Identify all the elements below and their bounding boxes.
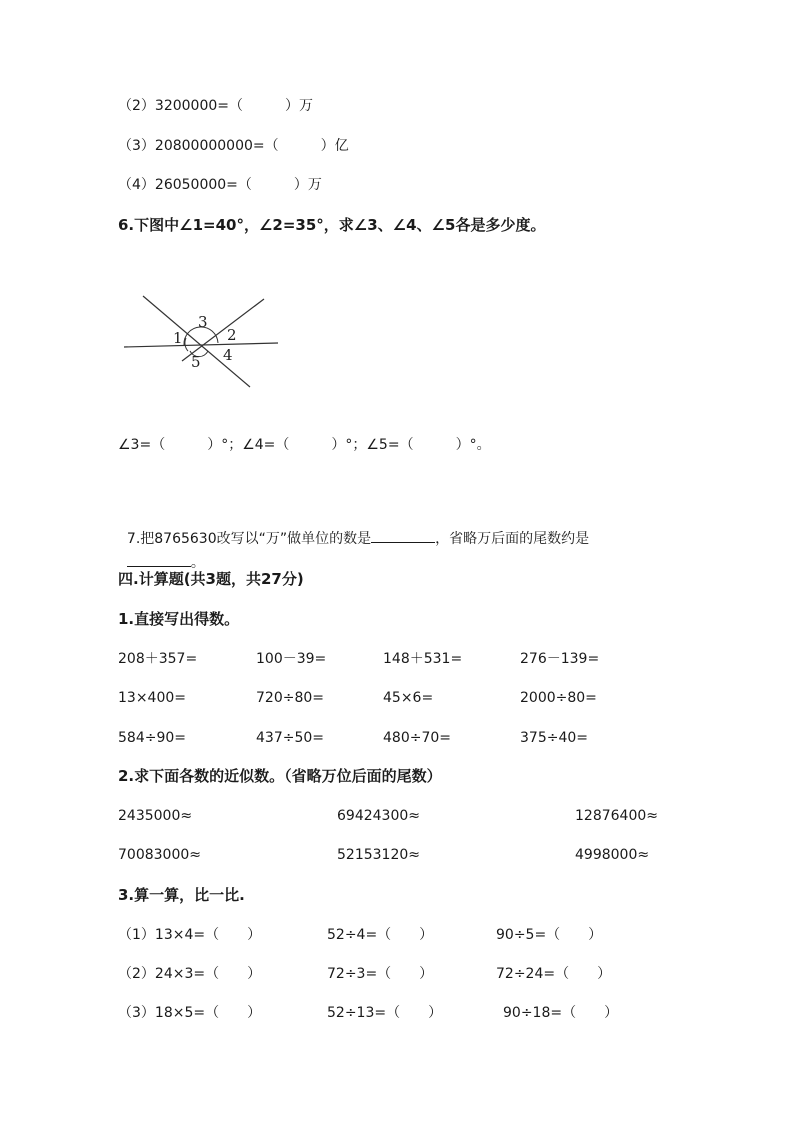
q6-title: 6.下图中∠1=40°，∠2=35°，求∠3、∠4、∠5各是多少度。: [118, 216, 546, 234]
calc3-item: 52÷4=（ ）: [327, 927, 434, 943]
q5-item-4: （4）26050000=（ ）万: [118, 177, 322, 193]
calc2-item: 2435000≈: [118, 808, 193, 824]
q7-part1: 7.把8765630改写以“万”做单位的数是: [126, 531, 372, 547]
calc1-item: 45×6=: [383, 690, 434, 706]
calc3-item: （1）13×4=（ ）: [118, 927, 262, 943]
calc3-item: 90÷18=（ ）: [503, 1005, 619, 1021]
calc3-title: 3.算一算，比一比.: [118, 886, 245, 904]
calc1-item: 480÷70=: [383, 730, 451, 746]
calc2-item: 12876400≈: [575, 808, 658, 824]
section4-title: 四.计算题(共3题，共27分): [118, 570, 304, 588]
angle-label-1: 1: [173, 329, 183, 347]
calc1-item: 276－139=: [520, 651, 600, 667]
calc2-item: 69424300≈: [337, 808, 420, 824]
angle-figure: [118, 285, 283, 395]
calc3-item: 72÷24=（ ）: [496, 966, 612, 982]
calc1-title: 1.直接写出得数。: [118, 610, 240, 628]
calc1-item: 100－39=: [256, 651, 327, 667]
calc1-item: 208＋357=: [118, 651, 198, 667]
calc3-item: 90÷5=（ ）: [496, 927, 603, 943]
q7-part2: ，省略万后面的尾数约是: [435, 531, 590, 547]
angle-label-3: 3: [198, 313, 208, 331]
q7-line2: [118, 534, 205, 572]
q7-part3: 。: [190, 555, 205, 571]
q7-blank-1[interactable]: [371, 528, 435, 543]
angle-arc-1: [185, 338, 188, 351]
q5-item-3: （3）20800000000=（ ）亿: [118, 138, 349, 154]
angle-label-5: 5: [191, 353, 201, 371]
angle-label-4: 4: [223, 346, 233, 364]
calc3-item: （3）18×5=（ ）: [118, 1005, 262, 1021]
calc1-item: 2000÷80=: [520, 690, 597, 706]
calc2-item: 4998000≈: [575, 847, 650, 863]
calc2-title: 2.求下面各数的近似数。（省略万位后面的尾数）: [118, 767, 442, 785]
q7-blank-2[interactable]: [127, 552, 191, 567]
calc1-item: 720÷80=: [256, 690, 324, 706]
calc3-item: 52÷13=（ ）: [327, 1005, 443, 1021]
q5-item-2: （2）3200000=（ ）万: [118, 98, 313, 114]
angle-label-2: 2: [227, 326, 237, 344]
calc1-item: 584÷90=: [118, 730, 186, 746]
calc3-item: 72÷3=（ ）: [327, 966, 434, 982]
calc1-item: 375÷40=: [520, 730, 588, 746]
calc1-item: 148＋531=: [383, 651, 463, 667]
calc1-item: 437÷50=: [256, 730, 324, 746]
calc1-item: 13×400=: [118, 690, 186, 706]
calc2-item: 70083000≈: [118, 847, 201, 863]
calc3-item: （2）24×3=（ ）: [118, 966, 262, 982]
q6-answer: ∠3=（ ）°；∠4=（ ）°；∠5=（ ）°。: [118, 437, 491, 453]
calc2-item: 52153120≈: [337, 847, 420, 863]
